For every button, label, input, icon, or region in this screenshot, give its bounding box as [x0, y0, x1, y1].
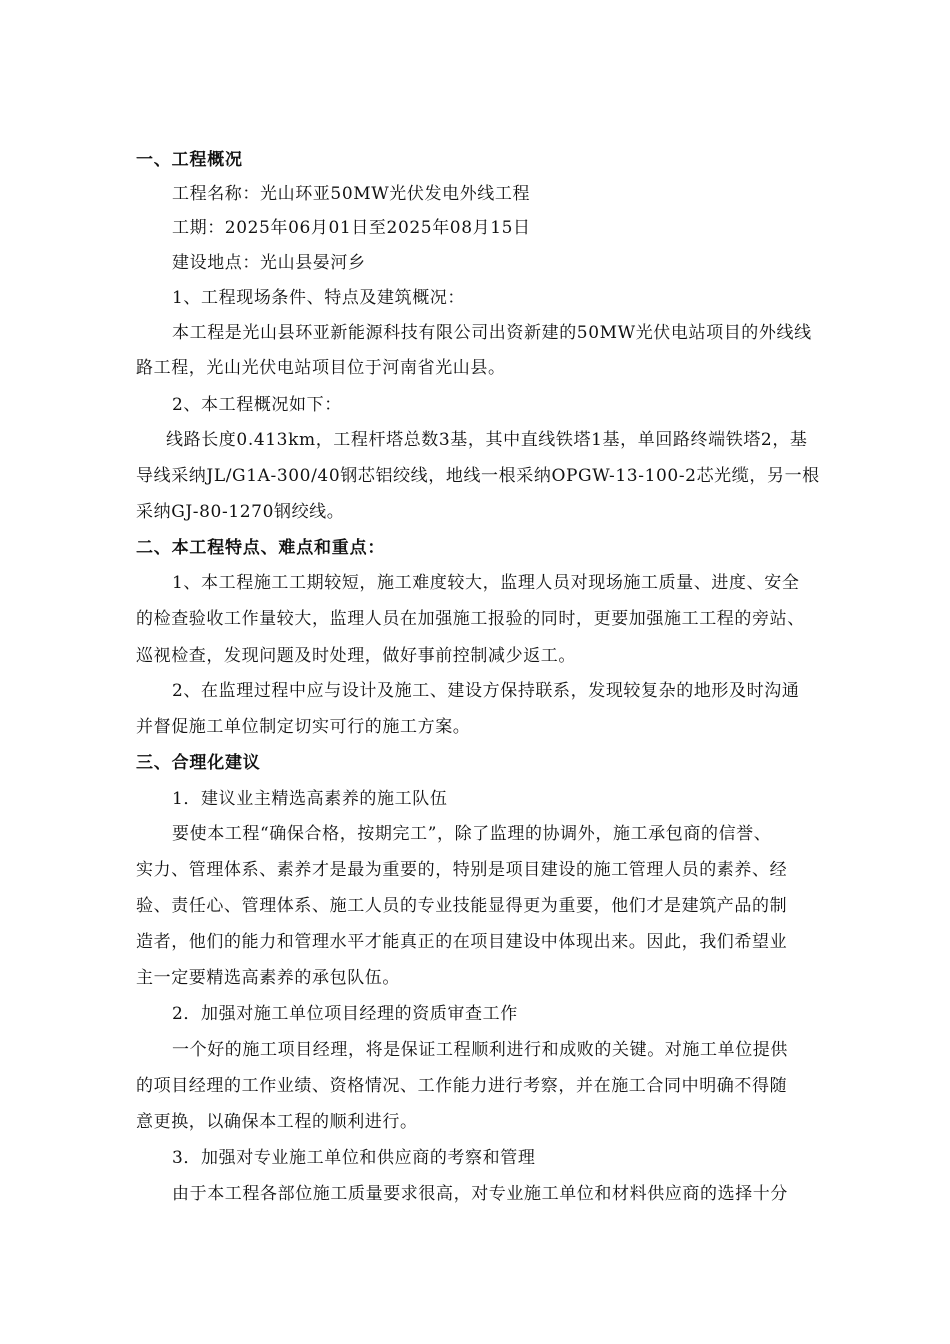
paragraph-line: 导线采纳JL/G1A-300/40钢芯铝绞线，地线一根采纳OPGW-13-100-2芯光缆，另一根: [136, 466, 820, 486]
paragraph-line: 巡视检查，发现问题及时处理，做好事前控制减少返工。: [136, 646, 576, 666]
paragraph-line: 线路长度0.413km，工程杆塔总数3基，其中直线铁塔1基，单回路终端铁塔2，基: [166, 430, 808, 450]
paragraph-line: 实力、管理体系、素养才是最为重要的，特别是项目建设的施工管理人员的素养、经: [136, 860, 788, 880]
subsection-title: 2．加强对施工单位项目经理的资质审查工作: [172, 1004, 518, 1024]
paragraph-line: 主一定要精选高素养的承包队伍。: [136, 968, 400, 988]
paragraph-line: 1、本工程施工工期较短，施工难度较大，监理人员对现场施工质量、进度、安全: [172, 573, 800, 593]
section-heading-features: 二、本工程特点、难点和重点：: [136, 538, 386, 558]
paragraph-line: 路工程，光山光伏电站项目位于河南省光山县。: [136, 358, 506, 378]
paragraph-line: 一个好的施工项目经理，将是保证工程顺利进行和成败的关键。对施工单位提供: [172, 1040, 788, 1060]
paragraph-line: 本工程是光山县环亚新能源科技有限公司出资新建的50MW光伏电站项目的外线线: [172, 323, 812, 343]
section-heading-overview: 一、工程概况: [136, 150, 243, 170]
paragraph-line: 验、责任心、管理体系、施工人员的专业技能显得更为重要，他们才是建筑产品的制: [136, 896, 788, 916]
paragraph-line: 的项目经理的工作业绩、资格情况、工作能力进行考察，并在施工合同中明确不得随: [136, 1076, 788, 1096]
item2-title: 2、本工程概况如下：: [172, 395, 342, 415]
project-location: 建设地点：光山县晏河乡: [172, 253, 366, 273]
paragraph-line: 要使本工程“确保合格，按期完工”，除了监理的协调外，施工承包商的信誉、: [172, 824, 772, 844]
subsection-title: 1．建议业主精选高素养的施工队伍: [172, 789, 448, 809]
item1-title: 1、工程现场条件、特点及建筑概况：: [172, 288, 466, 308]
paragraph-line: 并督促施工单位制定切实可行的施工方案。: [136, 717, 471, 737]
paragraph-line: 2、在监理过程中应与设计及施工、建设方保持联系，发现较复杂的地形及时沟通: [172, 681, 800, 701]
project-name: 工程名称：光山环亚50MW光伏发电外线工程: [172, 184, 531, 204]
paragraph-line: 采纳GJ-80-1270钢绞线。: [136, 502, 345, 522]
paragraph-line: 造者，他们的能力和管理水平才能真正的在项目建设中体现出来。因此，我们希望业: [136, 932, 788, 952]
project-duration: 工期：2025年06月01日至2025年08月15日: [172, 218, 531, 238]
section-heading-suggestions: 三、合理化建议: [136, 753, 261, 773]
subsection-title: 3．加强对专业施工单位和供应商的考察和管理: [172, 1148, 536, 1168]
paragraph-line: 的检查验收工作量较大，监理人员在加强施工报验的同时，更要加强施工工程的旁站、: [136, 609, 805, 629]
paragraph-line: 由于本工程各部位施工质量要求很高，对专业施工单位和材料供应商的选择十分: [172, 1184, 788, 1204]
paragraph-line: 意更换，以确保本工程的顺利进行。: [136, 1112, 418, 1132]
